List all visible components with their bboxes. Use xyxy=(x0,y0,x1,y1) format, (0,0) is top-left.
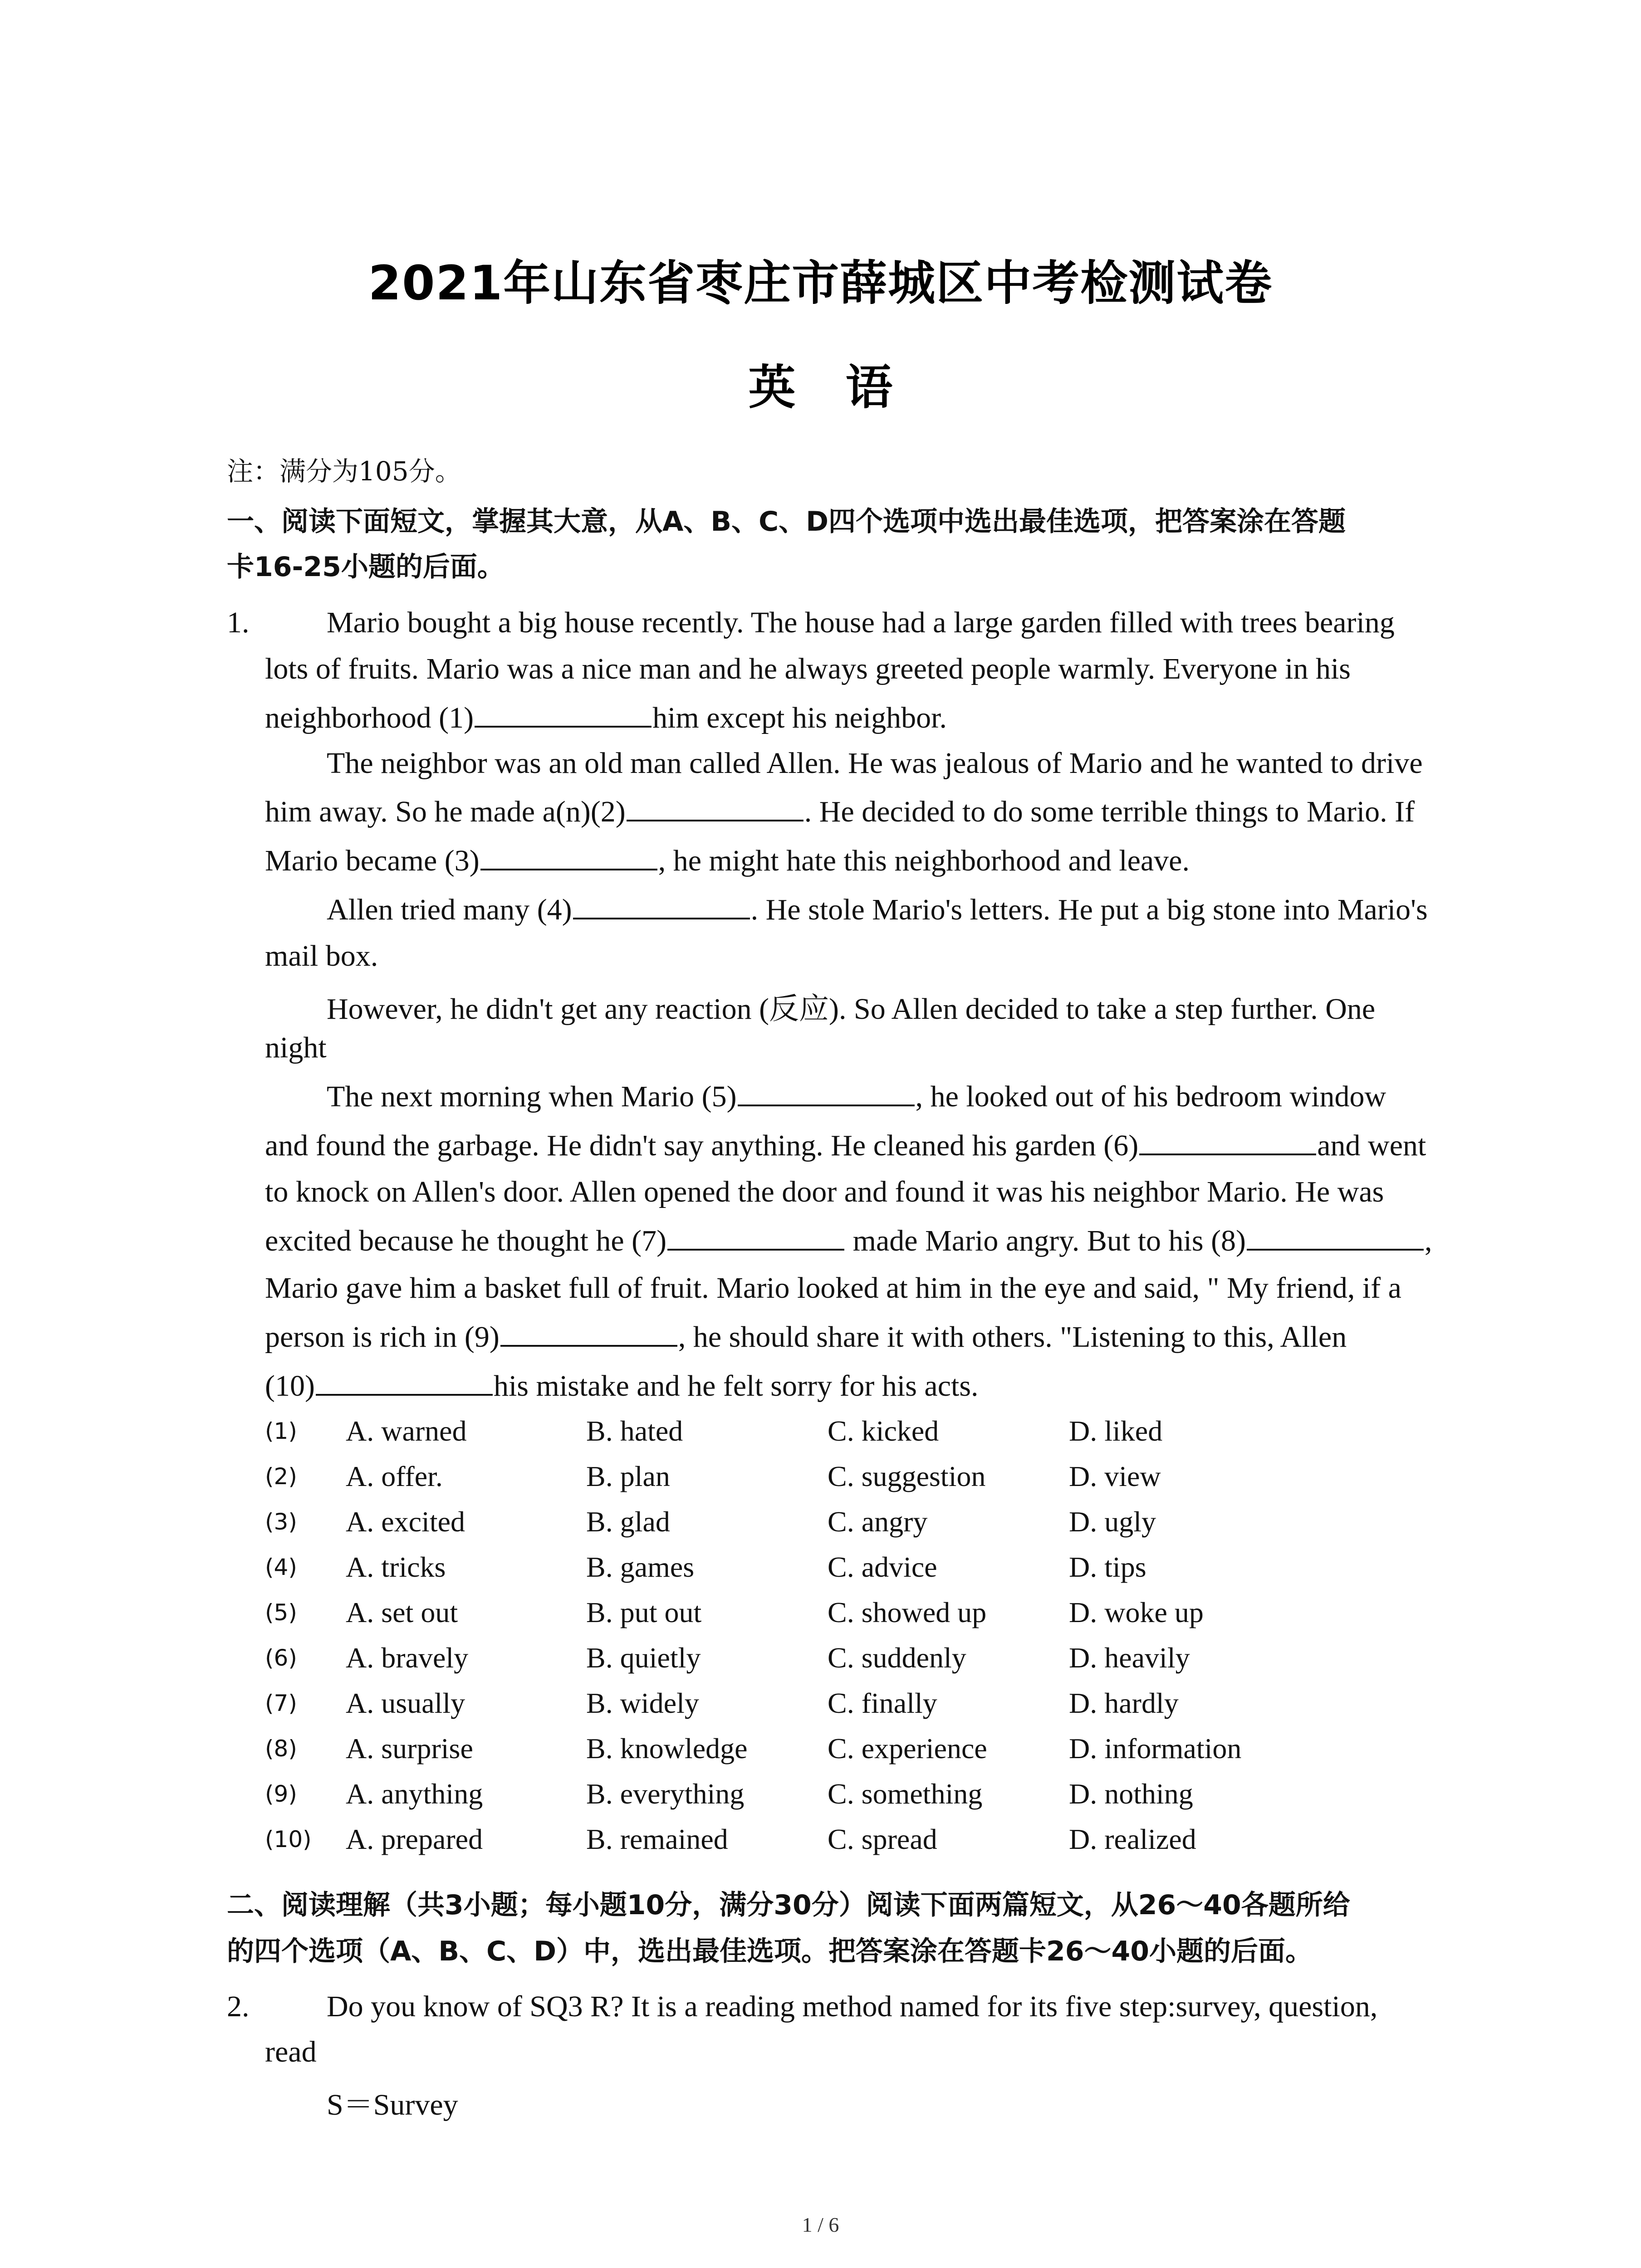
option-d[interactable]: D. hardly xyxy=(1069,1687,1179,1719)
option-number: (3) xyxy=(265,1509,297,1535)
passage-text: (10) xyxy=(265,1369,315,1403)
options-row xyxy=(265,1641,1445,1682)
passage-line: night xyxy=(265,1031,327,1064)
option-b[interactable]: B. everything xyxy=(586,1778,745,1810)
question2-number: 2. xyxy=(227,1990,250,2023)
passage-text: Allen tried many (4) xyxy=(327,893,572,926)
passage-line: However, he didn't get any reaction (反应). So Allen decided to take a step further. One xyxy=(327,992,1376,1026)
option-number: (9) xyxy=(265,1781,297,1807)
option-b[interactable]: B. widely xyxy=(586,1687,699,1719)
option-a[interactable]: A. tricks xyxy=(346,1551,446,1583)
option-d[interactable]: D. liked xyxy=(1069,1415,1163,1447)
passage-line xyxy=(265,701,947,735)
option-a[interactable]: A. warned xyxy=(346,1415,467,1447)
options-row xyxy=(265,1732,1445,1773)
passage-line: The neighbor was an old man called Allen. He was jealous of Mario and he wanted to drive xyxy=(327,747,1423,780)
exam-title: 2021年山东省枣庄市薛城区中考检测试卷 xyxy=(368,255,1273,311)
option-c[interactable]: C. experience xyxy=(828,1732,987,1765)
option-b[interactable]: B. knowledge xyxy=(586,1732,748,1765)
options-row xyxy=(265,1777,1445,1818)
blank-4[interactable] xyxy=(573,893,750,919)
passage-line: Do you know of SQ3 R? It is a reading method named for its five step:survey, question, xyxy=(327,1990,1378,2023)
passage-line xyxy=(265,1129,1426,1163)
options-row xyxy=(265,1414,1445,1455)
option-number: (5) xyxy=(265,1599,297,1626)
passage-line: lots of fruits. Mario was a nice man and he always greeted people warmly. Everyone in his xyxy=(265,652,1351,685)
option-number: (7) xyxy=(265,1690,297,1716)
blank-5[interactable] xyxy=(738,1080,915,1106)
passage-line: Mario bought a big house recently. The house had a large garden filled with trees bearing xyxy=(327,606,1395,639)
passage-text: , he should share it with others. "Listening to this, Allen xyxy=(678,1320,1347,1354)
option-d[interactable]: D. realized xyxy=(1069,1823,1196,1855)
option-number: (2) xyxy=(265,1463,297,1490)
passage-text: The next morning when Mario (5) xyxy=(327,1080,737,1113)
option-b[interactable]: B. hated xyxy=(586,1415,683,1447)
option-c[interactable]: C. spread xyxy=(828,1823,937,1855)
passage-text: . He decided to do some terrible things to Mario. If xyxy=(804,795,1415,828)
blank-8[interactable] xyxy=(1247,1224,1424,1251)
passage-text: , xyxy=(1425,1224,1432,1257)
passage-text: . He stole Mario's letters. He put a big stone into Mario's xyxy=(750,893,1428,926)
options-row xyxy=(265,1460,1445,1501)
passage-text: neighborhood (1) xyxy=(265,701,474,734)
option-a[interactable]: A. prepared xyxy=(346,1823,483,1855)
question1-number: 1. xyxy=(227,606,250,639)
passage-text: made Mario angry. But to his (8) xyxy=(845,1224,1246,1257)
option-c[interactable]: C. suggestion xyxy=(828,1460,986,1492)
section1-heading-line1: 一、阅读下面短文，掌握其大意，从A、B、C、D四个选项中选出最佳选项，把答案涂在答题 xyxy=(227,506,1346,538)
option-number: (10) xyxy=(265,1826,312,1853)
option-d[interactable]: D. woke up xyxy=(1069,1596,1204,1628)
section2-heading-line1: 二、阅读理解（共3小题；每小题10分，满分30分）阅读下面两篇短文，从26～40各题所给 xyxy=(227,1889,1350,1921)
section1-heading-line2: 卡16-25小题的后面。 xyxy=(227,551,505,583)
option-b[interactable]: B. games xyxy=(586,1551,695,1583)
page-number: 1 / 6 xyxy=(802,2213,839,2236)
option-c[interactable]: C. advice xyxy=(828,1551,937,1583)
option-a[interactable]: A. excited xyxy=(346,1505,465,1538)
option-b[interactable]: B. plan xyxy=(586,1460,670,1492)
passage-text: , he might hate this neighborhood and leave. xyxy=(658,844,1190,877)
passage-text: excited because he thought he (7) xyxy=(265,1224,667,1257)
options-row xyxy=(265,1596,1445,1637)
option-number: (4) xyxy=(265,1554,297,1580)
section2-heading-line2: 的四个选项（A、B、C、D）中，选出最佳选项。把答案涂在答题卡26～40小题的后面。 xyxy=(227,1936,1313,1967)
options-row xyxy=(265,1550,1445,1591)
blank-1[interactable] xyxy=(475,701,652,728)
option-a[interactable]: A. surprise xyxy=(346,1732,473,1765)
option-d[interactable]: D. tips xyxy=(1069,1551,1146,1583)
option-c[interactable]: C. kicked xyxy=(828,1415,939,1447)
option-a[interactable]: A. usually xyxy=(346,1687,465,1719)
passage-text: person is rich in (9) xyxy=(265,1320,500,1354)
option-b[interactable]: B. glad xyxy=(586,1505,670,1538)
option-a[interactable]: A. offer. xyxy=(346,1460,443,1492)
passage-line: to knock on Allen's door. Allen opened the door and found it was his neighbor Mario. He was xyxy=(265,1175,1384,1208)
blank-7[interactable] xyxy=(667,1224,844,1251)
option-c[interactable]: C. something xyxy=(828,1778,983,1810)
passage-text: him away. So he made a(n)(2) xyxy=(265,795,626,828)
option-d[interactable]: D. heavily xyxy=(1069,1642,1190,1674)
option-b[interactable]: B. remained xyxy=(586,1823,728,1855)
option-b[interactable]: B. quietly xyxy=(586,1642,701,1674)
passage-text: , he looked out of his bedroom window xyxy=(915,1080,1386,1113)
option-a[interactable]: A. set out xyxy=(346,1596,458,1628)
option-c[interactable]: C. finally xyxy=(828,1687,937,1719)
blank-3[interactable] xyxy=(480,844,657,870)
passage-line xyxy=(327,893,1428,927)
option-d[interactable]: D. nothing xyxy=(1069,1778,1193,1810)
passage-text: and went xyxy=(1317,1129,1426,1162)
passage-line xyxy=(265,844,1190,878)
passage-line xyxy=(265,1369,979,1403)
passage-line xyxy=(265,1320,1347,1354)
blank-6[interactable] xyxy=(1139,1129,1316,1155)
option-b[interactable]: B. put out xyxy=(586,1596,702,1628)
option-c[interactable]: C. suddenly xyxy=(828,1642,966,1674)
option-d[interactable]: D. information xyxy=(1069,1732,1242,1765)
passage-text: him except his neighbor. xyxy=(652,701,947,734)
passage-line xyxy=(265,1224,1432,1258)
option-c[interactable]: C. showed up xyxy=(828,1596,987,1628)
option-c[interactable]: C. angry xyxy=(828,1505,928,1538)
blank-9[interactable] xyxy=(500,1320,677,1347)
option-number: (1) xyxy=(265,1418,297,1444)
passage-text: and found the garbage. He didn't say anything. He cleaned his garden (6) xyxy=(265,1129,1139,1162)
passage-line xyxy=(265,795,1415,829)
passage-line xyxy=(327,1080,1386,1114)
option-a[interactable]: A. bravely xyxy=(346,1642,469,1674)
passage-line: mail box. xyxy=(265,939,378,973)
options-row xyxy=(265,1823,1445,1863)
passage-line: read xyxy=(265,2035,317,2068)
blank-10[interactable] xyxy=(316,1369,493,1396)
score-note: 注：满分为105分。 xyxy=(227,456,461,487)
options-row xyxy=(265,1505,1445,1546)
passage-text: Mario became (3) xyxy=(265,844,480,877)
subject-title: 英语 xyxy=(748,360,943,415)
option-number: (6) xyxy=(265,1645,297,1671)
option-a[interactable]: A. anything xyxy=(346,1778,483,1810)
options-row xyxy=(265,1686,1445,1727)
passage-text: his mistake and he felt sorry for his acts. xyxy=(493,1369,979,1403)
option-d[interactable]: D. view xyxy=(1069,1460,1161,1492)
passage-line: S＝Survey xyxy=(327,2088,458,2121)
blank-2[interactable] xyxy=(627,795,803,821)
passage-line: Mario gave him a basket full of fruit. Mario looked at him in the eye and said, " My friend, if a xyxy=(265,1271,1401,1305)
option-d[interactable]: D. ugly xyxy=(1069,1505,1156,1538)
option-number: (8) xyxy=(265,1735,297,1762)
